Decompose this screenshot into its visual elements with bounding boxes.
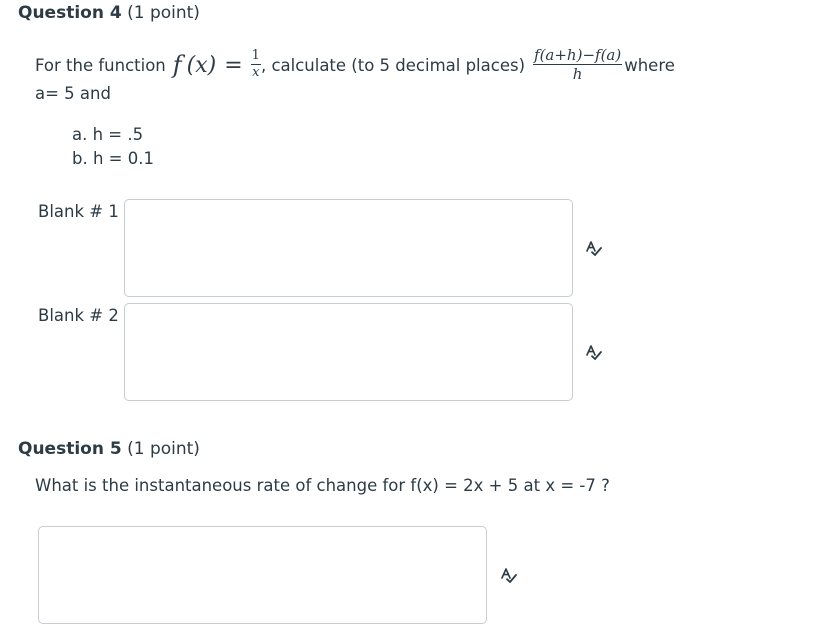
prompt-prefix: For the function xyxy=(35,55,166,75)
spellcheck-icon[interactable] xyxy=(585,343,603,361)
spellcheck-icon[interactable] xyxy=(500,566,518,584)
list-item-a: a. h = .5 xyxy=(72,125,144,144)
blank-2-label: Blank # 2 xyxy=(38,306,119,325)
question-4-points: (1 point) xyxy=(121,3,200,23)
difference-quotient xyxy=(533,47,622,83)
question-5-answer-input[interactable] xyxy=(38,526,487,624)
reciprocal-denominator: x xyxy=(252,65,260,81)
reciprocal-numerator: 1 xyxy=(251,48,260,64)
prompt-suffix: where xyxy=(624,55,675,75)
question-4-line2: a= 5 and xyxy=(35,84,111,103)
question-5-heading xyxy=(18,439,200,459)
difference-numerator: f(a+h)−f(a) xyxy=(534,45,622,64)
question-4-heading xyxy=(18,3,200,23)
question-5-prompt: What is the instantaneous rate of change for f(x) = 2x + 5 at x = -7 ? xyxy=(35,476,610,495)
question-4-prompt xyxy=(35,40,675,90)
function-arg: (x) xyxy=(186,52,217,78)
reciprocal-fraction xyxy=(251,49,261,81)
question-5-title: Question 5 xyxy=(18,439,122,459)
spellcheck-icon[interactable] xyxy=(585,239,603,257)
blank-1-input[interactable] xyxy=(124,199,573,297)
blank-2-input[interactable] xyxy=(124,303,573,401)
question-5-points: (1 point) xyxy=(121,439,200,459)
difference-denominator: h xyxy=(572,65,583,84)
equals-sign: = xyxy=(224,52,243,78)
list-item-b: b. h = 0.1 xyxy=(72,149,154,168)
prompt-middle: , calculate (to 5 decimal places) xyxy=(260,55,526,75)
question-4-title: Question 4 xyxy=(18,3,122,23)
blank-1-label: Blank # 1 xyxy=(38,202,119,221)
function-f: f xyxy=(172,51,182,79)
